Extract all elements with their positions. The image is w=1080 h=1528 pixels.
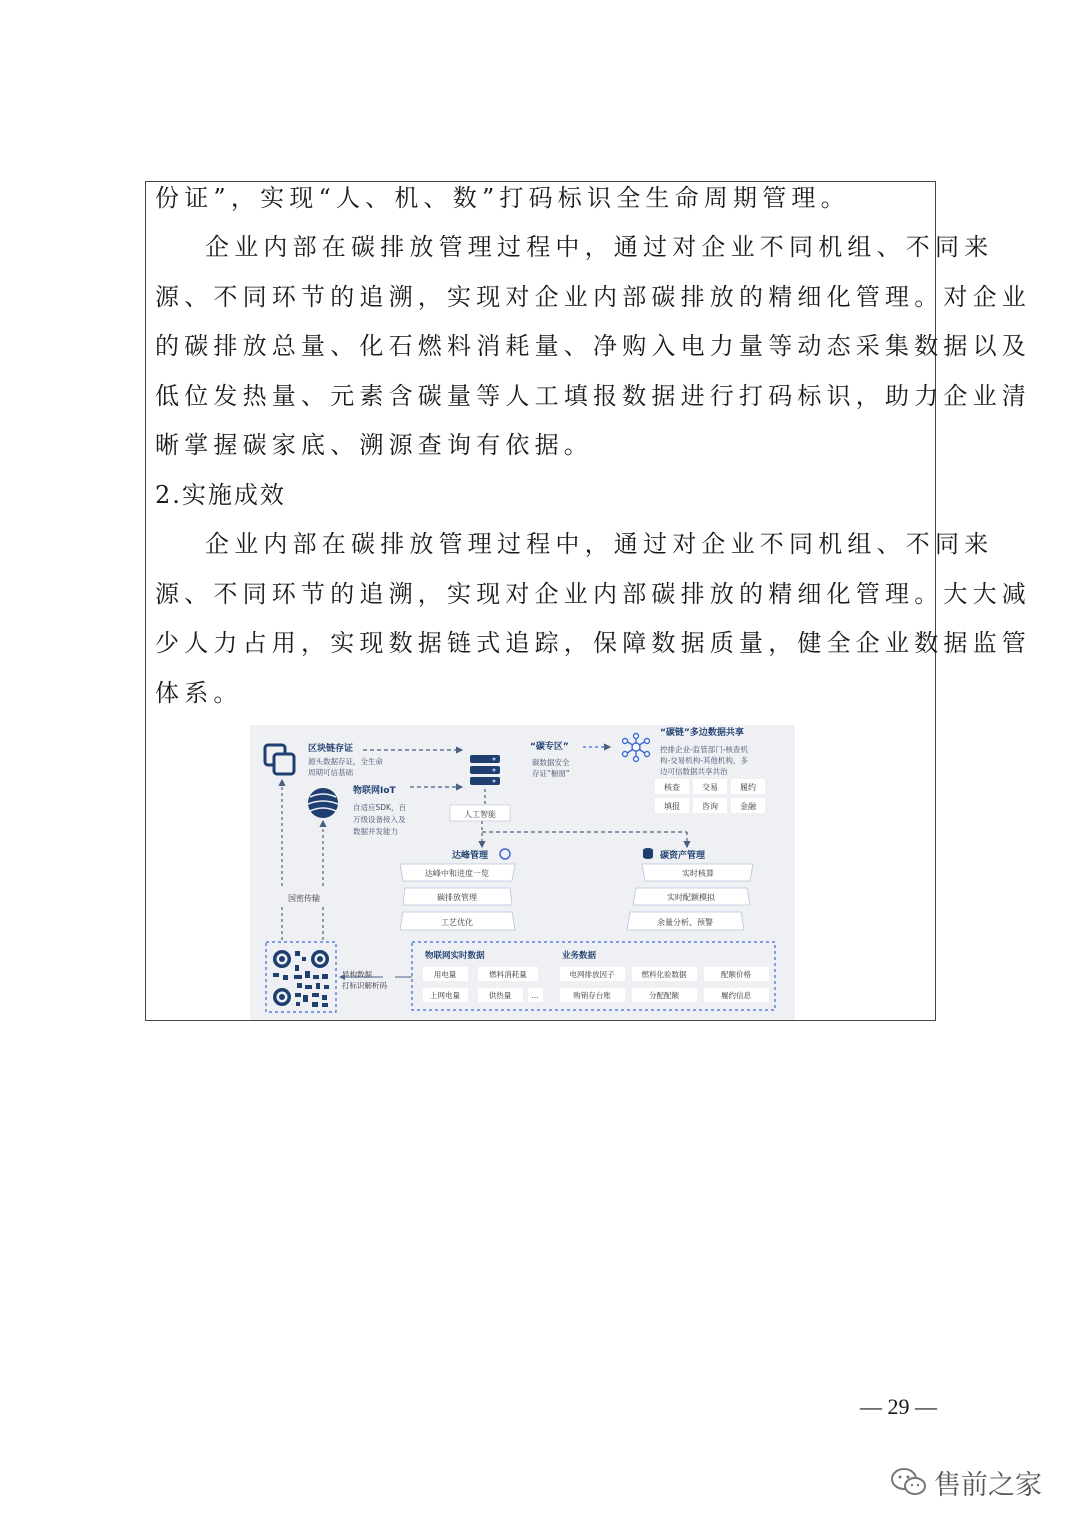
text-line: 源、不同环节的追溯，实现对企业内部碳排放的精细化管理。对企业: [155, 283, 1031, 311]
data-items: [423, 967, 769, 1002]
iot-data-title: 物联网实时数据: [425, 951, 485, 961]
watermark-text: 售前之家: [934, 1469, 1042, 1501]
zone-desc: 存证“橱窗”: [532, 769, 570, 778]
asset-item: 余量分析、预警: [657, 918, 713, 927]
data-item: 燃料化验数据: [641, 970, 687, 979]
chain-desc: 控排企业-监管部门-核查机: [660, 745, 748, 754]
data-item: 购销存台账: [573, 991, 611, 1000]
chain-desc: 构-交易机构-其他机构，多: [660, 756, 748, 765]
section-heading: 2.实施成效: [155, 481, 286, 509]
zone-desc: 碳数据安全: [532, 758, 570, 767]
peak-item: 碳排放管理: [437, 893, 477, 902]
chain-tag: 咨询: [702, 802, 718, 811]
data-item: 供热量: [488, 991, 512, 1000]
text-line: 源、不同环节的追溯，实现对企业内部碳排放的精细化管理。大大减: [155, 580, 1031, 608]
server-icon: [470, 755, 500, 785]
blockchain-title: 区块链存证: [308, 744, 354, 754]
asset-item: 实时核算: [682, 869, 714, 878]
data-item: ...: [531, 991, 539, 1000]
text-line: 低位发热量、元素含碳量等人工填报数据进行打码标识，助力企业清: [155, 382, 1031, 410]
chain-tag: 核查: [664, 783, 680, 792]
chain-desc: 边可信数据共享共治: [660, 767, 728, 776]
data-item: 用电量: [433, 970, 457, 979]
peak-item: 达峰中和进度一览: [425, 869, 489, 878]
chain-title: “碳链”多边数据共享: [660, 728, 744, 738]
qr-label: 打标识解析码: [342, 981, 387, 990]
iot-globe-icon: [308, 788, 338, 818]
blockchain-desc: 周期可信基础: [308, 768, 353, 777]
blockchain-desc: 源头数据存证，全生命: [308, 757, 383, 766]
data-item: 分配配额: [649, 991, 679, 1000]
data-item: 履约信息: [721, 991, 751, 1000]
iot-desc: 自适应SDK，百: [353, 803, 406, 812]
data-item: 燃料消耗量: [489, 970, 527, 979]
chain-tags: [655, 779, 765, 813]
iot-title: 物联网IoT: [353, 786, 396, 796]
peak-title: 达峰管理: [452, 851, 489, 861]
page-number: — 29 —: [860, 1394, 937, 1419]
iot-desc: 数据并发能力: [353, 827, 398, 836]
chain-tag: 金融: [740, 802, 756, 811]
chain-tag: 交易: [702, 783, 718, 792]
data-item: 配额价格: [721, 970, 751, 979]
wechat-icon: [890, 1466, 928, 1498]
text-line: 体系。: [155, 679, 243, 707]
iot-desc: 万级设备接入及: [353, 815, 406, 824]
peak-item: 工艺优化: [441, 918, 473, 927]
secure-transfer-label: 国密传输: [288, 894, 320, 903]
database-icon: [643, 848, 653, 859]
text-line: 企业内部在碳排放管理过程中，通过对企业不同机组、不同来: [205, 530, 994, 558]
text-line: 企业内部在碳排放管理过程中，通过对企业不同机组、不同来: [205, 233, 994, 261]
chain-tag: 履约: [740, 783, 756, 792]
data-item: 上网电量: [430, 991, 460, 1000]
data-item: 电网排放因子: [569, 970, 615, 979]
blockchain-icon: [265, 745, 294, 774]
text-line: 少人力占用，实现数据链式追踪，保障数据质量，健全企业数据监管: [155, 629, 1031, 657]
text-line: 份证”，实现“人、机、数”打码标识全生命周期管理。: [155, 184, 850, 212]
text-line: 晰掌握碳家底、溯源查询有依据。: [155, 431, 593, 459]
biz-data-title: 业务数据: [562, 951, 597, 961]
asset-title: 碳资产管理: [660, 851, 706, 861]
ai-label: 人工智能: [464, 810, 496, 819]
architecture-diagram: [250, 725, 795, 1020]
qr-code-icon: [273, 950, 329, 1007]
zone-title: “碳专区”: [530, 742, 569, 752]
sync-icon: [500, 849, 510, 859]
qr-label: 异构数据: [342, 970, 372, 979]
chain-tag: 填报: [664, 802, 680, 811]
watermark: [890, 1462, 1042, 1502]
text-line: 的碳排放总量、化石燃料消耗量、净购入电力量等动态采集数据以及: [155, 332, 1031, 360]
asset-items: [627, 864, 753, 930]
asset-item: 实时配额模拟: [667, 893, 715, 902]
peak-items: [400, 864, 515, 930]
network-icon: [623, 734, 650, 762]
